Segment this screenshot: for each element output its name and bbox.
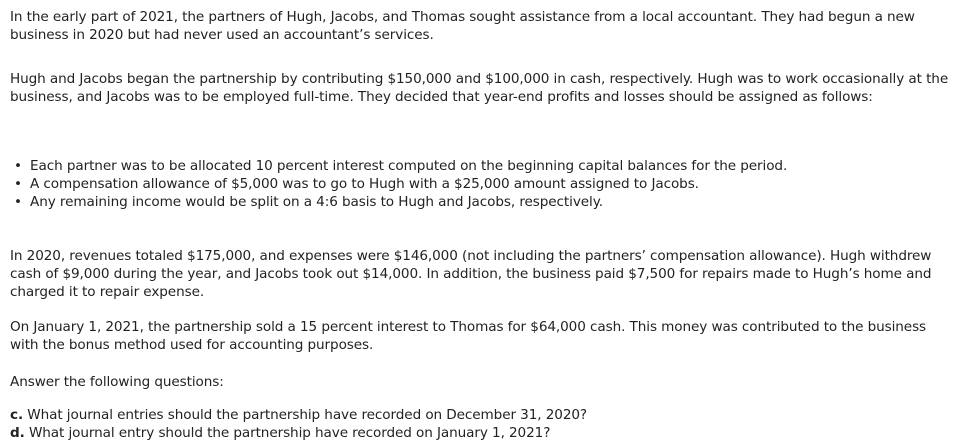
bullet-icon: •	[14, 194, 22, 210]
intro-paragraph: In the early part of 2021, the partners of Hugh, Jacobs, and Thomas sought assistance from a local accountant. They had begun a new business in 2020 but had never used an accountant’s services.	[10, 9, 915, 43]
list-item	[10, 193, 787, 211]
bullet-icon: •	[14, 176, 22, 192]
list-item-text: Any remaining income would be split on a 4:6 basis to Hugh and Jacobs, respectively.	[30, 194, 603, 210]
question-text: What journal entry should the partnership have recorded on January 1, 2021?	[28, 425, 551, 441]
operations-2020-paragraph: In 2020, revenues totaled $175,000, and expenses were $146,000 (not including the partners’ compensation allowance). Hugh withdrew cash of $9,000 during the year, and Jacobs took out $14,000. In addition, the business paid $7,500 for repairs made to Hugh’s home and charged it to repair expense.	[10, 248, 932, 300]
thomas-admission-paragraph: On January 1, 2021, the partnership sold a 15 percent interest to Thomas for $64,000 cash. This money was contributed to the business with the bonus method used for accounting purposes.	[10, 319, 927, 353]
list-item	[10, 157, 787, 175]
allocation-rules-list	[10, 157, 787, 211]
list-item-text: A compensation allowance of $5,000 was to go to Hugh with a $25,000 amount assigned to Jacobs.	[30, 176, 699, 192]
question-c	[10, 406, 587, 424]
instructions-text: Answer the following questions:	[10, 374, 224, 390]
bullet-icon: •	[14, 158, 22, 174]
question-text: What journal entries should the partnership have recorded on December 31, 2020?	[27, 407, 588, 423]
partnership-terms-paragraph: Hugh and Jacobs began the partnership by contributing $150,000 and $100,000 in cash, respectively. Hugh was to work occasionally at the business, and Jacobs was to be employed full-time. They decided that year-end profits and losses should be assigned as follows:	[10, 71, 949, 105]
list-item	[10, 175, 787, 193]
list-item-text: Each partner was to be allocated 10 percent interest computed on the beginning capital balances for the period.	[30, 158, 788, 174]
question-d	[10, 424, 550, 442]
question-letter: d.	[10, 425, 25, 441]
question-letter: c.	[10, 407, 24, 423]
